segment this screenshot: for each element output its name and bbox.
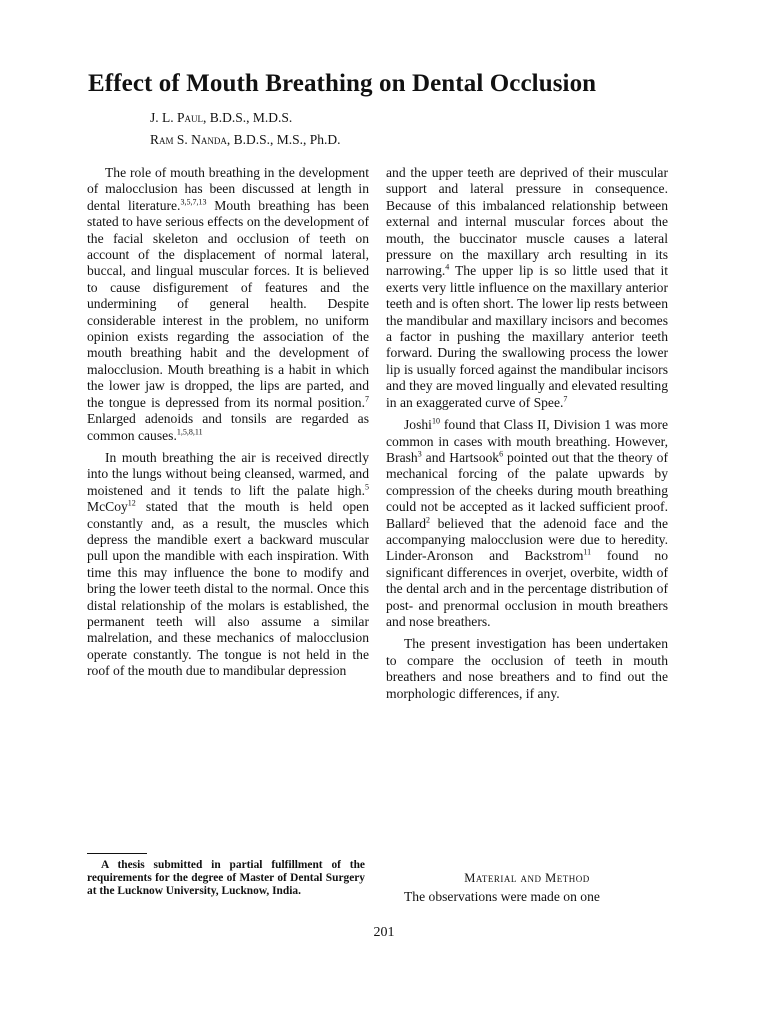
body-text: Mouth breathing has been stated to have serious effects on the development of the facial skeleton and occlusion of teeth on account of the displacement of normal lateral, buccal, and lingual muscular forces. It is believed to cause disfigurement of features and the undermining of general health. Despite considerable interest in the problem, no uniform opinion exists regarding the association of the mouth breathing habit and the development of malocclusion. Mouth breathing is a habit in which the lower jaw is dropped, the lips are parted, and the tongue is depressed from its normal position. bbox=[87, 197, 369, 410]
citation-ref: 11 bbox=[583, 547, 592, 557]
left-column bbox=[87, 165, 369, 680]
citation-ref: 4 bbox=[445, 262, 450, 272]
paragraph bbox=[386, 417, 668, 630]
footnote: A thesis submitted in partial fulfillment of the requirements for the degree of Master of Dental Surgery at the Lucknow University, Lucknow, India. bbox=[87, 859, 365, 897]
body-text: pointed out that the theory of mechanical forcing of the palate upwards by compression of the cheeks during mouth breathing could not be accepted as it lacked sufficient proof. Ballard bbox=[386, 449, 668, 531]
citation-ref: 3 bbox=[417, 449, 422, 459]
author-1 bbox=[150, 110, 292, 126]
body-text: McCoy bbox=[87, 499, 128, 515]
paragraph bbox=[87, 165, 369, 444]
citation-ref: 2 bbox=[426, 515, 431, 524]
author-2-last: Nanda bbox=[191, 132, 227, 147]
paragraph bbox=[386, 165, 668, 411]
citation-ref: 3,5,7,13 bbox=[180, 197, 207, 207]
body-text: and the upper teeth are deprived of their muscular support and lateral pressure in consequence. Because of this imbalanced relationship between external and internal muscular forces about the mouth, the buccinator muscle causes a lateral pressure on the maxillary arch resulting in its narrowing. bbox=[386, 165, 668, 279]
author-1-last: Paul bbox=[177, 110, 204, 125]
body-text: The role of mouth breathing in the development of malocclusion has been discussed at length in dental literature. bbox=[87, 165, 369, 213]
footnote-divider bbox=[87, 853, 147, 854]
paragraph bbox=[87, 450, 369, 680]
author-2-first: Ram S. bbox=[150, 132, 192, 147]
body-text: In mouth breathing the air is received directly into the lungs without being cleansed, warmed, and moistened and it tends to lift the palate high. bbox=[87, 449, 369, 498]
citation-ref: 7 bbox=[563, 394, 568, 404]
citation-ref: 5 bbox=[365, 482, 369, 492]
author-1-degrees: , B.D.S., M.D.S. bbox=[203, 110, 293, 125]
body-text: found that Class II, Division 1 was more common in cases with mouth breathing. However, Brash bbox=[386, 417, 668, 465]
body-text: The upper lip is so little used that it exerts very little influence on the maxillary anterior teeth and is often short. The lower lip rests between the mandibular and maxillary incisors and becomes a factor in pushing the maxillary anterior teeth forward. During the swallowing process the lower lip is usually forced against the mandibular incisors and they are moved lingually and elevated resulting in an exaggerated curve of Spee. bbox=[386, 263, 668, 410]
author-1-first: J. L. bbox=[150, 110, 177, 125]
page-number: 201 bbox=[373, 925, 395, 940]
body-text: Enlarged adenoids and tonsils are regarded as common causes. bbox=[87, 411, 369, 443]
body-text: Joshi bbox=[404, 417, 432, 433]
citation-ref: 10 bbox=[431, 416, 440, 426]
body-text: found no significant differences in overjet, overbite, width of the dental arch and in the percentage distribution of post- and prenormal occlusion in mouth breathers and nose breathers. bbox=[386, 548, 668, 629]
article-title: Effect of Mouth Breathing on Dental Occlusion bbox=[88, 70, 597, 97]
body-text: believed that the adenoid face and the accompanying malocclusion were due to heredity. Linder-Aronson and Backstrom bbox=[386, 515, 668, 564]
author-2-degrees: , B.D.S., M.S., Ph.D. bbox=[226, 132, 341, 147]
citation-ref: 7 bbox=[365, 394, 369, 404]
section-heading: Material and Method bbox=[464, 871, 590, 885]
citation-ref: 6 bbox=[499, 449, 504, 459]
body-text: and Hartsook bbox=[421, 449, 500, 465]
body-text: stated that the mouth is held open constantly and, as a result, the muscles which depress the mandible exert a backward muscular pull upon the mandible with each inspiration. With time this may influence the bone to modify and bring the lower teeth distal to the normal. Once this distal relationship of the molars is established, the permanent teeth will also assume a similar malrelation, and these mechanics of malocclusion operate constantly. The tongue is not held in the roof of the mouth due to mandibular depression bbox=[87, 499, 369, 679]
paragraph-start: The observations were made on one bbox=[404, 889, 600, 904]
citation-ref: 1,5,8,11 bbox=[176, 426, 203, 436]
paragraph: The present investigation has been undertaken to compare the occlusion of teeth in mouth breathers and nose breathers and to find out the morphologic differences, if any. bbox=[386, 636, 668, 701]
right-column bbox=[386, 165, 668, 702]
citation-ref: 12 bbox=[127, 498, 136, 508]
author-2 bbox=[150, 132, 341, 148]
